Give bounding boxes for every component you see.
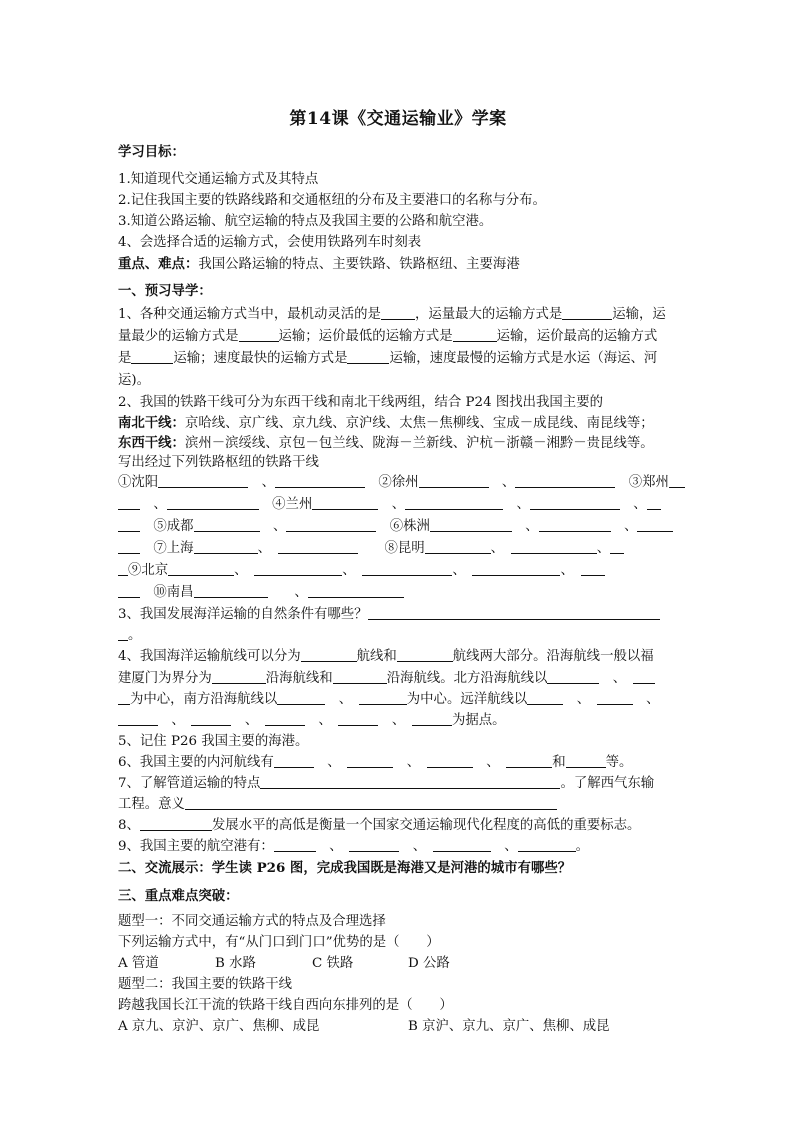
separator: 、 (576, 692, 584, 707)
blank-input[interactable] (167, 495, 259, 510)
blank-input[interactable] (527, 690, 563, 705)
q1-line-1 (118, 305, 666, 325)
blank-input[interactable] (274, 837, 316, 852)
blank-input[interactable] (597, 690, 633, 705)
blank-input[interactable] (275, 473, 365, 488)
q2-text: 2、我国的铁路干线可分为东西干线和南北干线两组，结合 P24 图找出我国主要的 (118, 395, 603, 410)
q4-text: 航线两大部分。沿海航线一般以福 (452, 649, 654, 664)
separator: 、 (406, 755, 414, 770)
period: 。 (128, 628, 142, 643)
q4-text: 为中心，南方沿海航线以 (130, 692, 278, 707)
blank-input[interactable] (518, 837, 576, 852)
separator: 、 (272, 519, 287, 534)
separator: 、 (516, 497, 530, 512)
option-b[interactable]: B 水路 (215, 956, 256, 971)
blank-input[interactable] (158, 473, 248, 488)
ew-lines (118, 433, 654, 454)
blank-input[interactable] (338, 711, 378, 726)
key-points (118, 254, 520, 275)
q1-text: 1、各种交通运输方式当中，最机动灵活的是 (118, 307, 381, 322)
blank-input[interactable] (425, 539, 491, 554)
hub-label: ⑥株洲 (389, 519, 430, 534)
blank-input[interactable] (419, 473, 489, 488)
q4-text: 4、我国海洋运输航线可以分为 (118, 649, 301, 664)
blank-input[interactable] (362, 561, 452, 576)
blank-input[interactable] (118, 495, 140, 510)
blank-input[interactable] (610, 539, 624, 554)
q3-line (118, 605, 660, 625)
hub-row-6 (118, 583, 404, 603)
blank-input[interactable] (168, 561, 234, 576)
blank-input[interactable] (405, 495, 503, 510)
q4-text: 航线和 (356, 649, 397, 664)
q6-text: 6、我国主要的内河航线有 (118, 755, 274, 770)
blank-input[interactable] (547, 669, 599, 684)
q1-text: 量最少的运输方式是 (118, 329, 239, 344)
blank-input[interactable] (381, 305, 415, 320)
blank-input[interactable] (506, 753, 552, 768)
ew-label: 东西干线： (118, 435, 185, 451)
breakthrough-heading: 三、重点难点突破： (118, 888, 239, 904)
q7-line-1 (118, 774, 654, 794)
blank-input[interactable] (669, 473, 685, 488)
separator: 、 (452, 563, 460, 578)
blank-input[interactable] (368, 605, 660, 620)
blank-input[interactable] (194, 517, 260, 532)
separator: 、 (501, 475, 516, 490)
exchange-line (118, 858, 571, 879)
hub-row-2 (118, 495, 661, 515)
blank-input[interactable] (185, 795, 557, 810)
separator: 、 (342, 563, 349, 578)
q4-text: 沿海航线。北方沿海航线以 (386, 671, 548, 686)
q7-text: 。了解西气东输 (560, 776, 655, 791)
q4-text: 建厦门为界分为 (118, 671, 212, 686)
hub-prompt: 写出经过下列铁路枢纽的铁路干线 (118, 455, 319, 470)
q4-text: 为据点。 (451, 713, 506, 728)
q3-line-2 (118, 626, 141, 646)
blank-input[interactable] (277, 690, 325, 705)
key-points-text: 我国公路运输的特点、主要铁路、铁路枢纽、主要海港 (198, 257, 520, 272)
q1-text: ，运量最大的运输方式是 (414, 307, 563, 322)
q1-text: 运输，运 (612, 307, 666, 322)
blank-input[interactable] (278, 539, 358, 554)
blank-input[interactable] (581, 561, 605, 576)
hub-label: ⑩南昌 (153, 585, 194, 600)
separator: 、 (525, 519, 539, 534)
separator: 、 (391, 713, 399, 728)
exchange-label: 二、交流展示： (118, 860, 212, 876)
ns-lines (118, 413, 654, 434)
blank-input[interactable] (430, 517, 512, 532)
separator: 、 (504, 839, 518, 854)
blank-input[interactable] (566, 753, 606, 768)
q4-text: 为中心。远洋航线以 (406, 692, 528, 707)
objective-2: 2.记住我国主要的铁路线路和交通枢纽的分布及主要港口的名称与分布。 (118, 193, 546, 208)
blank-input[interactable] (131, 349, 173, 364)
separator: 、 (261, 475, 275, 490)
key-points-label: 重点、难点： (118, 256, 199, 272)
blank-input[interactable] (427, 753, 473, 768)
option-c[interactable]: C 铁路 (312, 956, 354, 971)
page-title: 第14课《交通运输业》学案 (289, 109, 507, 129)
blank-input[interactable] (539, 517, 611, 532)
q6-text: 等。 (605, 755, 633, 770)
option-d[interactable]: D 公路 (408, 956, 450, 971)
blank-input[interactable] (194, 583, 268, 598)
blank-input[interactable] (118, 539, 140, 554)
blank-input[interactable] (312, 495, 378, 510)
separator: 、 (171, 713, 179, 728)
blank-input[interactable] (118, 711, 158, 726)
q1-text: 是 (118, 351, 132, 366)
blank-input[interactable] (118, 517, 140, 532)
separator: 、 (624, 519, 638, 534)
blank-input[interactable] (118, 626, 128, 641)
blank-input[interactable] (347, 349, 389, 364)
objective-3: 3.知道公路运输、航空运输的特点及我国主要的公路和航空港。 (118, 214, 493, 229)
q4-line-3 (118, 690, 660, 710)
q7-line-2 (118, 795, 557, 815)
type2-label: 题型二：我国主要的铁路干线 (118, 977, 293, 992)
separator: 、 (391, 497, 406, 512)
q9-text: 9、我国主要的航空港有： (118, 839, 274, 854)
hub-row-1 (118, 473, 685, 493)
blank-input[interactable] (254, 561, 342, 576)
hub-label: ⑦上海 (153, 541, 194, 556)
blank-input[interactable] (118, 690, 130, 705)
q4-text: 沿海航线和 (265, 671, 333, 686)
separator: 、 (338, 692, 346, 707)
blank-input[interactable] (333, 669, 387, 684)
q8-number: 8、 (118, 818, 140, 833)
separator: 、 (633, 497, 647, 512)
hub-label: ③郑州 (628, 475, 669, 490)
blank-input[interactable] (140, 816, 212, 831)
hub-label: ⑨北京 (128, 563, 169, 578)
blank-input[interactable] (191, 711, 231, 726)
hub-label: ④兰州 (272, 497, 313, 512)
hub-row-5 (118, 561, 605, 581)
blank-input[interactable] (347, 753, 393, 768)
q6-line (118, 753, 632, 773)
preview-heading: 一、预习导学： (118, 283, 212, 299)
blank-input[interactable] (562, 305, 612, 320)
blank-input[interactable] (433, 837, 491, 852)
hub-row-4 (118, 539, 624, 559)
blank-input[interactable] (239, 327, 279, 342)
separator: 、 (294, 585, 308, 600)
blank-input[interactable] (397, 647, 453, 662)
q8-line (118, 816, 640, 836)
hub-label: ①沈阳 (118, 475, 159, 490)
separator: 、 (646, 692, 660, 707)
separator: 、 (153, 497, 167, 512)
type1-label: 题型一：不同交通运输方式的特点及合理选择 (118, 914, 386, 929)
q1-line-2 (118, 327, 657, 347)
q1-text: 运输；运价最低的运输方式是 (278, 329, 453, 344)
q1-text: 运输；速度最快的运输方式是 (173, 351, 348, 366)
separator: 、 (318, 713, 326, 728)
q4-line-2 (118, 669, 655, 689)
hub-label: ②徐州 (378, 475, 419, 490)
separator: 、 (234, 563, 241, 578)
blank-input[interactable] (194, 539, 258, 554)
ns-label: 南北干线： (118, 415, 185, 431)
q4-line-1 (118, 647, 654, 667)
q1-line-4: 运)。 (118, 373, 151, 388)
hub-label: ⑧昆明 (384, 541, 425, 556)
q3-text: 3、我国发展海洋运输的自然条件有哪些？ (118, 607, 368, 622)
separator: 、 (257, 541, 265, 556)
q1-line-3 (118, 349, 657, 369)
separator: 、 (412, 839, 420, 854)
q7-text: 7、了解管道运输的特点 (118, 776, 261, 791)
blank-input[interactable] (349, 837, 399, 852)
blank-input[interactable] (515, 473, 615, 488)
separator: 、 (490, 541, 498, 556)
period: 。 (575, 839, 589, 854)
q6-text: 和 (552, 755, 566, 770)
q4-line-4 (118, 711, 506, 731)
hub-label: ⑤成都 (153, 519, 194, 534)
blank-input[interactable] (359, 690, 407, 705)
separator: 、 (244, 713, 252, 728)
blank-input[interactable] (212, 669, 266, 684)
q9-line (118, 837, 589, 857)
q1-text: 运输，速度最慢的运输方式是水运（海运、河 (389, 351, 658, 366)
q5-text: 5、记住 P26 我国主要的海港。 (118, 734, 309, 749)
blank-input[interactable] (260, 774, 560, 789)
blank-input[interactable] (530, 495, 620, 510)
objective-1: 1.知道现代交通运输方式及其特点 (118, 172, 319, 187)
objective-4: 4、会选择合适的运输方式，会使用铁路列车时刻表 (118, 235, 422, 250)
blank-input[interactable] (308, 583, 404, 598)
blank-input[interactable] (453, 327, 497, 342)
blank-input[interactable] (412, 711, 452, 726)
separator: 、 (327, 755, 334, 770)
separator: 、 (560, 563, 568, 578)
q1-text: 运输，运价最高的运输方式 (496, 329, 658, 344)
ns-text: 京哈线、京广线、京九线、京沪线、太焦－焦柳线、宝成－成昆线、南昆线等； (184, 416, 654, 431)
option-a[interactable]: A 管道 (118, 956, 159, 971)
objectives-heading: 学习目标： (118, 144, 185, 160)
hub-row-3 (118, 517, 673, 537)
blank-input[interactable] (265, 711, 305, 726)
q8-text: 发展水平的高低是衡量一个国家交通运输现代化程度的高低的重要标志。 (211, 818, 641, 833)
option-a[interactable]: A 京九、京沪、京广、焦柳、成昆 (118, 1019, 320, 1034)
ew-text: 滨州－滨绥线、京包－包兰线、陇海－兰新线、沪杭－浙赣－湘黔－贵昆线等。 (184, 436, 654, 451)
blank-input[interactable] (647, 495, 661, 510)
blank-input[interactable] (472, 561, 560, 576)
blank-input[interactable] (118, 583, 140, 598)
blank-input[interactable] (118, 561, 128, 576)
blank-input[interactable] (633, 669, 655, 684)
separator: 、 (486, 755, 493, 770)
q7-text: 工程。意义 (118, 797, 185, 812)
exchange-text: 学生读 P26 图，完成我国既是海港又是河港的城市有哪些？ (211, 860, 572, 876)
separator: 、 (612, 671, 620, 686)
blank-input[interactable] (286, 517, 376, 532)
type1-question: 下列运输方式中，有“从门口到门口”优势的是（ ） (118, 935, 440, 950)
blank-input[interactable] (637, 517, 673, 532)
blank-input[interactable] (301, 647, 357, 662)
blank-input[interactable] (511, 539, 597, 554)
separator: 、 (329, 839, 336, 854)
separator: 、 (596, 541, 611, 556)
blank-input[interactable] (274, 753, 314, 768)
option-b[interactable]: B 京沪、京九、京广、焦柳、成昆 (408, 1019, 610, 1034)
type2-question: 跨越我国长江干流的铁路干线自西向东排列的是（ ） (118, 998, 453, 1013)
